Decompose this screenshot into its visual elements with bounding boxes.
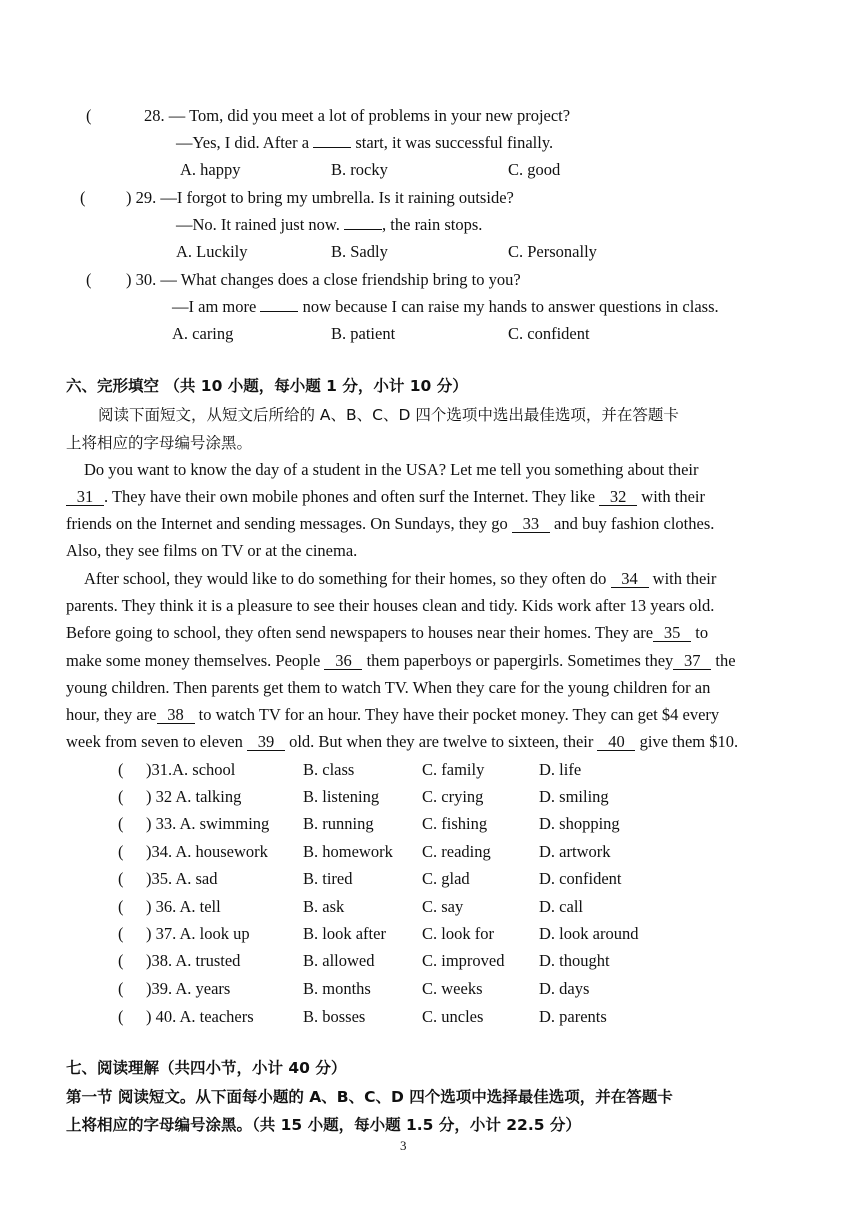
option-b: B. look after	[303, 924, 386, 943]
option-c: C. glad	[422, 869, 470, 888]
blank-38: 38	[157, 706, 195, 724]
option-a: ) 33. A. swimming	[146, 814, 270, 833]
option-row	[0, 897, 868, 919]
option-a: )31.A. school	[146, 760, 236, 779]
passage-line: After school, they would like to do something for their homes, so they often do 34 with their	[84, 569, 717, 588]
blank-32: 32	[599, 488, 637, 506]
option-d: D. thought	[539, 951, 610, 970]
section7-subsection-line2: 上将相应的字母编号涂黑。（共 15 小题，每小题 1.5 分，小计 22.5 分）	[66, 1116, 581, 1134]
passage-line: hour, they are 38 to watch TV for an hour. They have their pocket money. They can get $4 every	[66, 705, 720, 724]
option-row	[0, 842, 868, 864]
option-c: C. say	[422, 897, 464, 916]
passage-line: Also, they see films on TV or at the cinema.	[66, 541, 358, 560]
q28-option-b: B. rocky	[331, 160, 388, 179]
blank-37: 37	[673, 652, 711, 670]
q30-option-b: B. patient	[331, 324, 396, 343]
option-a: )38. A. trusted	[146, 951, 241, 970]
option-row	[0, 1007, 868, 1029]
q29-option-c: C. Personally	[508, 242, 597, 261]
q28-option-c: C. good	[508, 160, 561, 179]
passage-line: make some money themselves. People 36 them paperboys or papergirls. Sometimes they 37 the	[66, 651, 736, 670]
q30-question: ) 30. — What changes does a close friendship bring to you?	[126, 270, 521, 289]
section7-subsection: 第一节 阅读短文。从下面每小题的 A、B、C、D 四个选项中选择最佳选项，并在答题卡	[66, 1088, 673, 1106]
passage-line: Do you want to know the day of a student in the USA? Let me tell you something about their	[84, 460, 699, 479]
option-d: D. smiling	[539, 787, 609, 806]
q30-option-a: A. caring	[172, 324, 234, 343]
option-c: C. uncles	[422, 1007, 484, 1026]
option-c: C. crying	[422, 787, 484, 806]
answer-paren: (	[118, 924, 124, 943]
option-row	[0, 814, 868, 836]
answer-paren: (	[118, 787, 124, 806]
q30-answer-paren: (	[86, 270, 92, 289]
option-c: C. reading	[422, 842, 491, 861]
blank-39: 39	[247, 733, 285, 751]
option-d: D. artwork	[539, 842, 611, 861]
option-row	[0, 979, 868, 1001]
q28-answer-paren: (	[86, 106, 92, 125]
option-a: ) 37. A. look up	[146, 924, 250, 943]
option-c: C. look for	[422, 924, 494, 943]
passage-line: young children. Then parents get them to watch TV. When they care for the young children for an	[66, 678, 711, 697]
option-d: D. parents	[539, 1007, 607, 1026]
option-b: B. listening	[303, 787, 380, 806]
answer-paren: (	[118, 842, 124, 861]
option-c: C. improved	[422, 951, 505, 970]
answer-paren: (	[118, 979, 124, 998]
passage-line: friends on the Internet and sending messages. On Sundays, they go 33 and buy fashion clothes.	[66, 514, 715, 533]
option-row	[0, 869, 868, 891]
blank-31: 31	[66, 488, 104, 506]
page-number: 3	[400, 1138, 407, 1153]
option-row	[0, 760, 868, 782]
option-b: B. ask	[303, 897, 345, 916]
option-d: D. life	[539, 760, 582, 779]
option-row	[0, 787, 868, 809]
q30-option-c: C. confident	[508, 324, 590, 343]
option-c: C. fishing	[422, 814, 488, 833]
option-d: D. confident	[539, 869, 622, 888]
option-a: ) 36. A. tell	[146, 897, 221, 916]
option-b: B. homework	[303, 842, 393, 861]
passage-line: 31 . They have their own mobile phones and often surf the Internet. They like 32 with their	[66, 487, 705, 507]
option-b: B. tired	[303, 869, 353, 888]
option-c: C. family	[422, 760, 485, 779]
option-b: B. class	[303, 760, 355, 779]
passage-line: week from seven to eleven 39 old. But when they are twelve to sixteen, their 40 give them $10.	[66, 732, 739, 751]
option-b: B. bosses	[303, 1007, 366, 1026]
option-b: B. running	[303, 814, 374, 833]
answer-paren: (	[118, 814, 124, 833]
blank-40: 40	[597, 733, 635, 751]
option-b: B. months	[303, 979, 371, 998]
option-c: C. weeks	[422, 979, 483, 998]
q29-option-b: B. Sadly	[331, 242, 388, 261]
option-d: D. shopping	[539, 814, 620, 833]
option-a: )39. A. years	[146, 979, 231, 998]
answer-paren: (	[118, 760, 124, 779]
option-a: ) 32 A. talking	[146, 787, 242, 806]
section7-title: 七、阅读理解（共四小节，小计 40 分）	[66, 1059, 347, 1077]
option-a: )35. A. sad	[146, 869, 218, 888]
option-d: D. call	[539, 897, 583, 916]
answer-paren: (	[118, 1007, 124, 1026]
blank-34: 34	[611, 570, 649, 588]
option-d: D. days	[539, 979, 590, 998]
q28-answer-line: —Yes, I did. After a start, it was successful finally.	[176, 133, 554, 152]
blank-36: 36	[324, 652, 362, 670]
option-a: ) 40. A. teachers	[146, 1007, 254, 1026]
option-b: B. allowed	[303, 951, 375, 970]
option-a: )34. A. housework	[146, 842, 268, 861]
q29-question: ) 29. —I forgot to bring my umbrella. Is it raining outside?	[126, 188, 514, 207]
q28-question: 28. — Tom, did you meet a lot of problems in your new project?	[144, 106, 571, 125]
q29-option-a: A. Luckily	[176, 242, 248, 261]
section6-title: 六、完形填空 （共 10 小题，每小题 1 分，小计 10 分）	[66, 377, 468, 395]
answer-paren: (	[118, 951, 124, 970]
passage-line: parents. They think it is a pleasure to see their houses clean and tidy. Kids work after 13 years old.	[66, 596, 715, 615]
answer-paren: (	[118, 897, 124, 916]
q29-answer-paren: (	[80, 188, 86, 207]
q29-answer-line: —No. It rained just now. , the rain stops.	[176, 215, 483, 234]
section6-instruction-1: 阅读下面短文，从短文后所给的 A、B、C、D 四个选项中选出最佳选项，并在答题卡	[98, 406, 679, 424]
answer-paren: (	[118, 869, 124, 888]
option-d: D. look around	[539, 924, 639, 943]
blank-33: 33	[512, 515, 550, 533]
blank-35: 35	[653, 624, 691, 642]
option-row	[0, 951, 868, 973]
passage-line: Before going to school, they often send newspapers to houses near their homes. They are 35 to	[66, 623, 709, 642]
q28-option-a: A. happy	[180, 160, 241, 179]
section6-instruction-2: 上将相应的字母编号涂黑。	[66, 434, 253, 452]
q30-answer-line: —I am more now because I can raise my hands to answer questions in class.	[172, 297, 719, 316]
option-row	[0, 924, 868, 946]
